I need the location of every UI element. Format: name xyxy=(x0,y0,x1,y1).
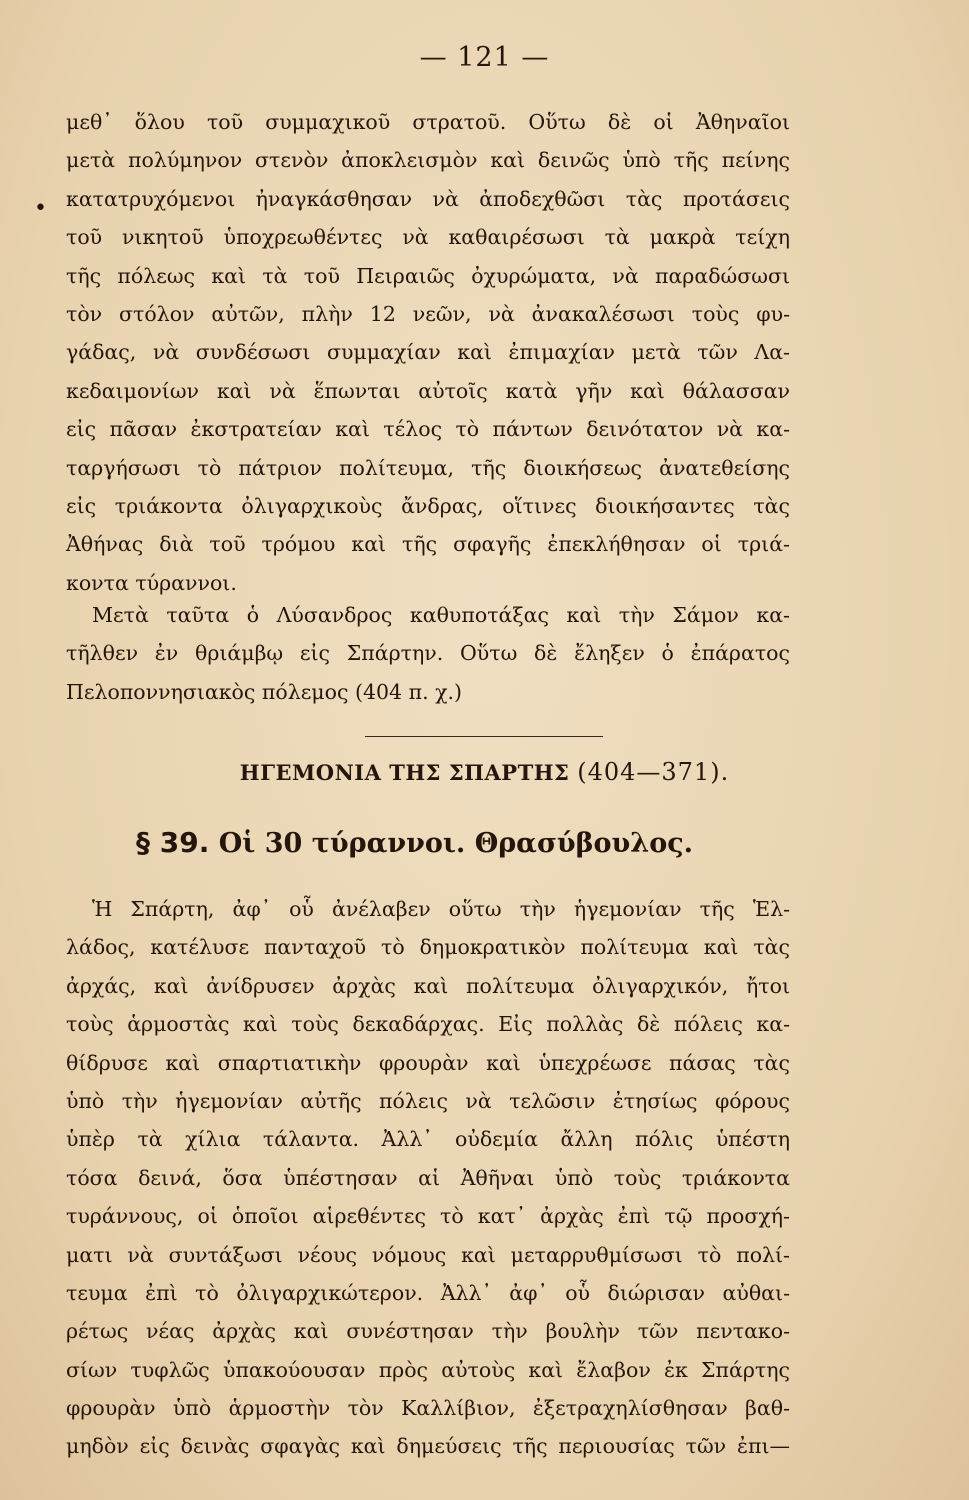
margin-mark: • xyxy=(34,196,47,221)
text-line: τῆς πόλεως καὶ τὰ τοῦ Πειραιῶς ὀχυρώματα, νὰ παραδώσωσι xyxy=(66,263,790,288)
text-line: σίων τυφλῶς ὑπακούουσαν πρὸς αὐτοὺς καὶ ἔλαβον ἐκ Σπάρτης xyxy=(66,1357,790,1382)
text-line: ἀρχάς, καὶ ἀνίδρυσεν ἀρχὰς καὶ πολίτευμα ὀλιγαρχικόν, ἤτοι xyxy=(66,973,790,998)
paragraph-3 xyxy=(66,890,790,1466)
text-line: μηδὸν εἰς δεινὰς σφαγὰς καὶ δημεύσεις τῆς περιουσίας τῶν ἐπι— xyxy=(66,1434,790,1459)
chapter-title-text: Οἱ 30 τύραννοι. Θρασύβουλος. xyxy=(218,828,694,859)
paragraph-2 xyxy=(66,596,790,711)
text-line: ρέτως νέας ἀρχὰς καὶ συνέστησαν τὴν βουλὴν τῶν πεντακο- xyxy=(66,1319,790,1344)
text-line: ταργήσωσι τὸ πάτριον πολίτευμα, τῆς διοικήσεως ἀνατεθείσης xyxy=(66,455,790,480)
paragraph-1 xyxy=(66,103,790,602)
text-line: φρουρὰν ὑπὸ ἁρμοστὴν τὸν Καλλίβιον, ἐξετραχηλίσθησαν βαθ- xyxy=(66,1396,790,1421)
text-line: ὑπὸ τὴν ἡγεμονίαν αὐτῆς πόλεις νὰ τελῶσιν ἐτησίως φόρους xyxy=(66,1088,790,1113)
text-line: μετὰ πολύμηνον στενὸν ἀποκλεισμὸν καὶ δεινῶς ὑπὸ τῆς πείνης xyxy=(66,148,790,173)
text-line: κεδαιμονίων καὶ νὰ ἕπωνται αὐτοῖς κατὰ γῆν καὶ θάλασσαν xyxy=(66,378,790,403)
section-heading-years: (404—371). xyxy=(577,758,730,786)
page-number: — 121 — xyxy=(419,42,550,73)
text-line: γάδας, νὰ συνδέσωσι συμμαχίαν καὶ ἐπιμαχίαν μετὰ τῶν Λα- xyxy=(66,340,790,365)
text-line: εἰς τριάκοντα ὀλιγαρχικοὺς ἄνδρας, οἵτινες διοικήσαντες τὰς xyxy=(66,493,790,518)
text-line: τευμα ἐπὶ τὸ ὀλιγαρχικώτερον. Ἀλλ᾽ ἀφ᾽ οὗ διώρισαν αὐθαι- xyxy=(66,1280,790,1305)
text-line: Ἀθήνας διὰ τοῦ τρόμου καὶ τῆς σφαγῆς ἐπεκλήθησαν οἱ τριά- xyxy=(66,532,790,557)
chapter-number: § 39. xyxy=(136,826,210,859)
text-line: τὸν στόλον αὐτῶν, πλὴν 12 νεῶν, νὰ ἀνακαλέσωσι τοὺς φυ- xyxy=(66,301,790,326)
text-line: μεθ᾽ ὅλου τοῦ συμμαχικοῦ στρατοῦ. Οὕτω δὲ οἱ Ἀθηναῖοι xyxy=(66,110,790,134)
text-line: τοὺς ἁρμοστὰς καὶ τοὺς δεκαδάρχας. Εἰς πολλὰς δὲ πόλεις κα- xyxy=(66,1012,790,1037)
text-line: ματι νὰ συντάξωσι νέους νόμους καὶ μεταρρυθμίσωσι τὸ πολί- xyxy=(66,1242,790,1267)
text-line: θίδρυσε καὶ σπαρτιατικὴν φρουρὰν καὶ ὑπεχρέωσε πάσας τὰς xyxy=(66,1050,790,1075)
text-line: εἰς πᾶσαν ἐκστρατείαν καὶ τέλος τὸ πάντων δεινότατον νὰ κα- xyxy=(66,417,790,442)
text-line: τυράννους, οἱ ὁποῖοι αἱρεθέντες τὸ κατ᾽ ἀρχὰς ἐπὶ τῷ προσχή- xyxy=(66,1204,790,1229)
text-line: λάδος, κατέλυσε πανταχοῦ τὸ δημοκρατικὸν πολίτευμα καὶ τὰς xyxy=(66,935,790,960)
text-line: τόσα δεινά, ὅσα ὑπέστησαν αἱ Ἀθῆναι ὑπὸ τοὺς τριάκοντα xyxy=(66,1165,790,1190)
chapter-title xyxy=(136,826,693,859)
section-heading xyxy=(0,758,969,786)
text-line: Ἡ Σπάρτη, ἀφ᾽ οὗ ἀνέλαβεν οὕτω τὴν ἡγεμονίαν τῆς Ἑλ- xyxy=(92,897,790,921)
text-line: Μετὰ ταῦτα ὁ Λύσανδρος καθυποτάξας καὶ τὴν Σάμον κα- xyxy=(92,603,790,627)
text-line: τῆλθεν ἐν θριάμβῳ εἰς Σπάρτην. Οὕτω δὲ ἔληξεν ὁ ἐπάρατος xyxy=(66,641,790,666)
section-divider xyxy=(365,736,603,737)
section-heading-title: ΗΓΕΜΟΝΙΑ ΤΗΣ ΣΠΑΡΤΗΣ xyxy=(239,760,570,785)
text-line: κατατρυχόμενοι ἠναγκάσθησαν νὰ ἀποδεχθῶσι τὰς προτάσεις xyxy=(66,186,790,211)
text-line: κοντα τύραννοι. xyxy=(66,570,237,595)
text-line: ὑπὲρ τὰ χίλια τάλαντα. Ἀλλ᾽ οὐδεμία ἄλλη πόλις ὑπέστη xyxy=(66,1127,790,1152)
text-line: Πελοποννησιακὸς πόλεμος (404 π. χ.) xyxy=(66,679,463,704)
text-line: τοῦ νικητοῦ ὑποχρεωθέντες νὰ καθαιρέσωσι τὰ μακρὰ τείχη xyxy=(66,225,790,250)
